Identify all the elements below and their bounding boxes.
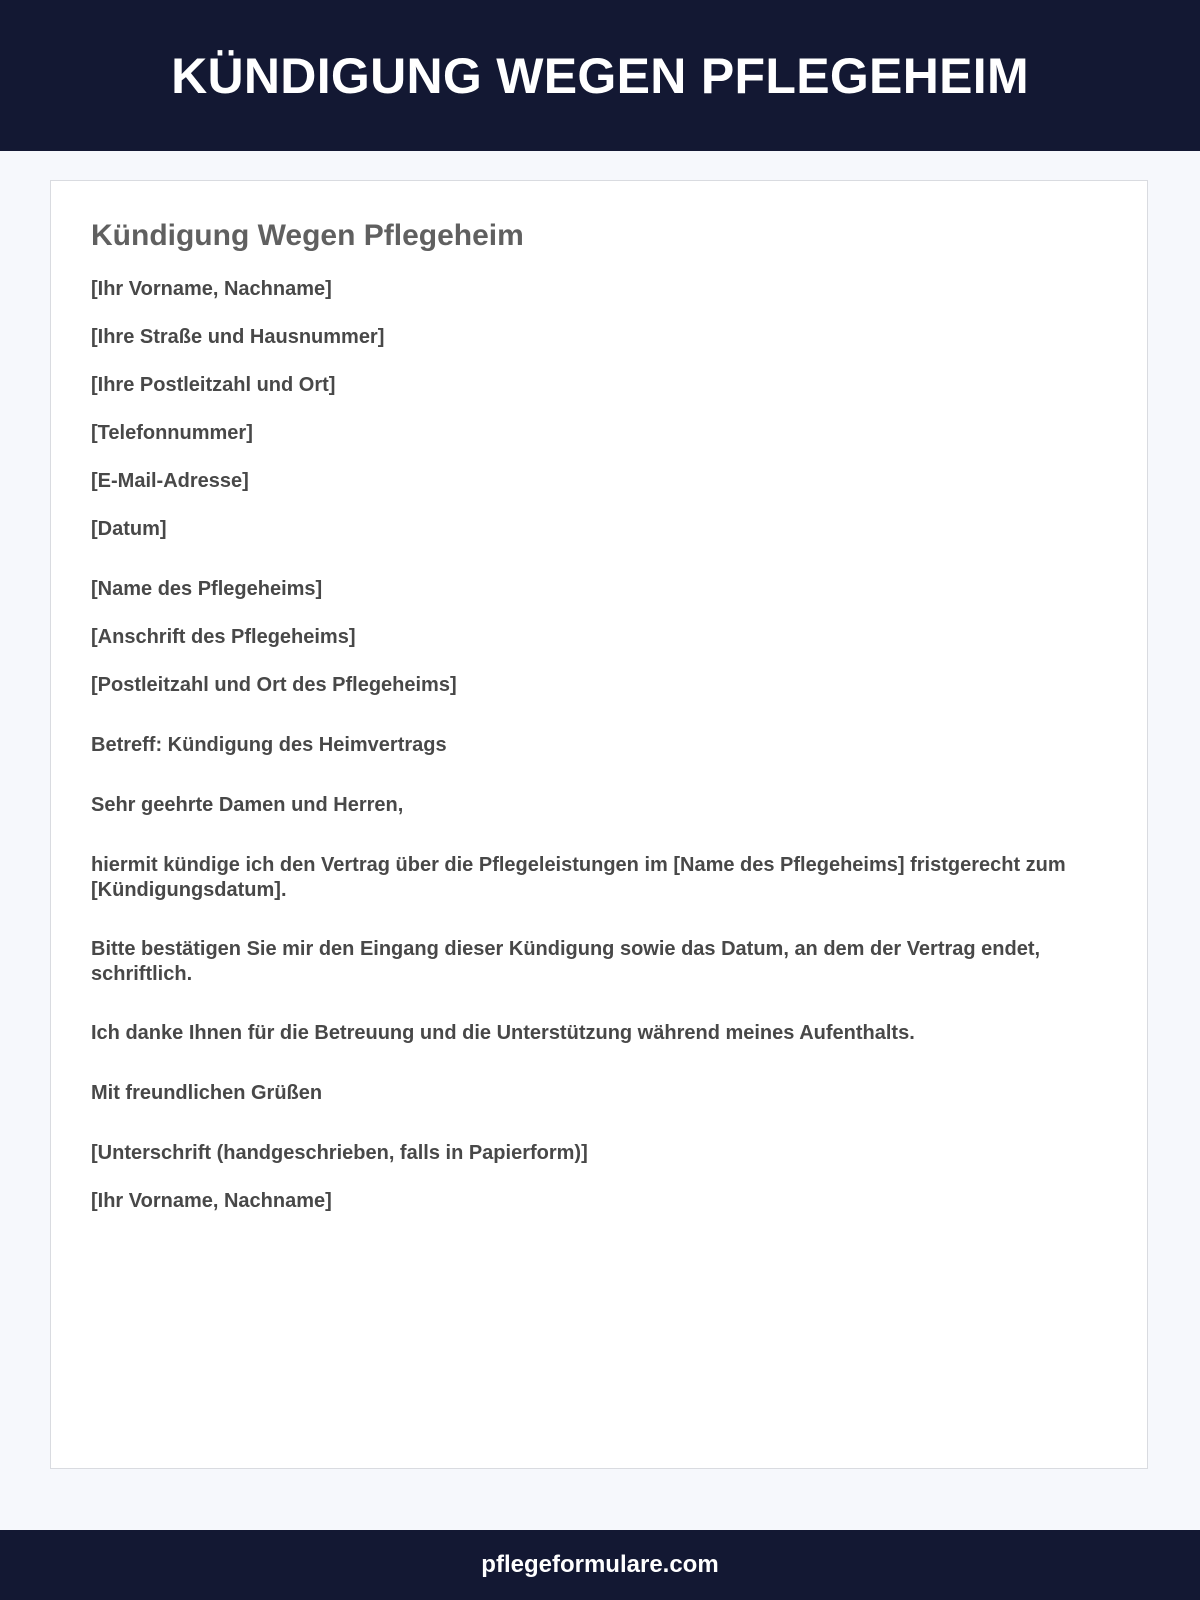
closing: Mit freundlichen Grüßen (91, 1082, 323, 1104)
sender-phone: [Telefonnummer] (91, 422, 253, 444)
letter-card (50, 180, 1148, 1469)
page-title: KÜNDIGUNG WEGEN PFLEGEHEIM (171, 47, 1029, 104)
sender-email: [E-Mail-Adresse] (91, 470, 249, 492)
page-header (0, 0, 1200, 151)
sender-city: [Ihre Postleitzahl und Ort] (91, 374, 336, 396)
document-title: Kündigung Wegen Pflegeheim (91, 219, 524, 252)
signature-placeholder: [Unterschrift (handgeschrieben, falls in Papierform)] (91, 1142, 588, 1164)
body-paragraph: Bitte bestätigen Sie mir den Eingang dieser Kündigung sowie das Datum, an dem der Vertrag endet, schriftlich. (91, 938, 1041, 985)
subject-line: Betreff: Kündigung des Heimvertrags (91, 734, 447, 756)
sender-name: [Ihr Vorname, Nachname] (91, 278, 332, 300)
body-paragraph: Ich danke Ihnen für die Betreuung und die Unterstützung während meines Aufenthalts. (91, 1022, 915, 1044)
signer-name: [Ihr Vorname, Nachname] (91, 1190, 332, 1212)
recipient-city: [Postleitzahl und Ort des Pflegeheims] (91, 674, 457, 696)
footer-site-link[interactable]: pflegeformulare.com (481, 1551, 719, 1578)
salutation: Sehr geehrte Damen und Herren, (91, 794, 404, 816)
letter-date: [Datum] (91, 518, 167, 540)
page-footer (0, 1530, 1200, 1600)
recipient-address: [Anschrift des Pflegeheims] (91, 626, 356, 648)
recipient-name: [Name des Pflegeheims] (91, 578, 323, 600)
body-paragraph: hiermit kündige ich den Vertrag über die Pflegeleistungen im [Name des Pflegeheims] fristgerecht zum [Kündigungsdatum]. (91, 854, 1066, 901)
sender-street: [Ihre Straße und Hausnummer] (91, 326, 385, 348)
